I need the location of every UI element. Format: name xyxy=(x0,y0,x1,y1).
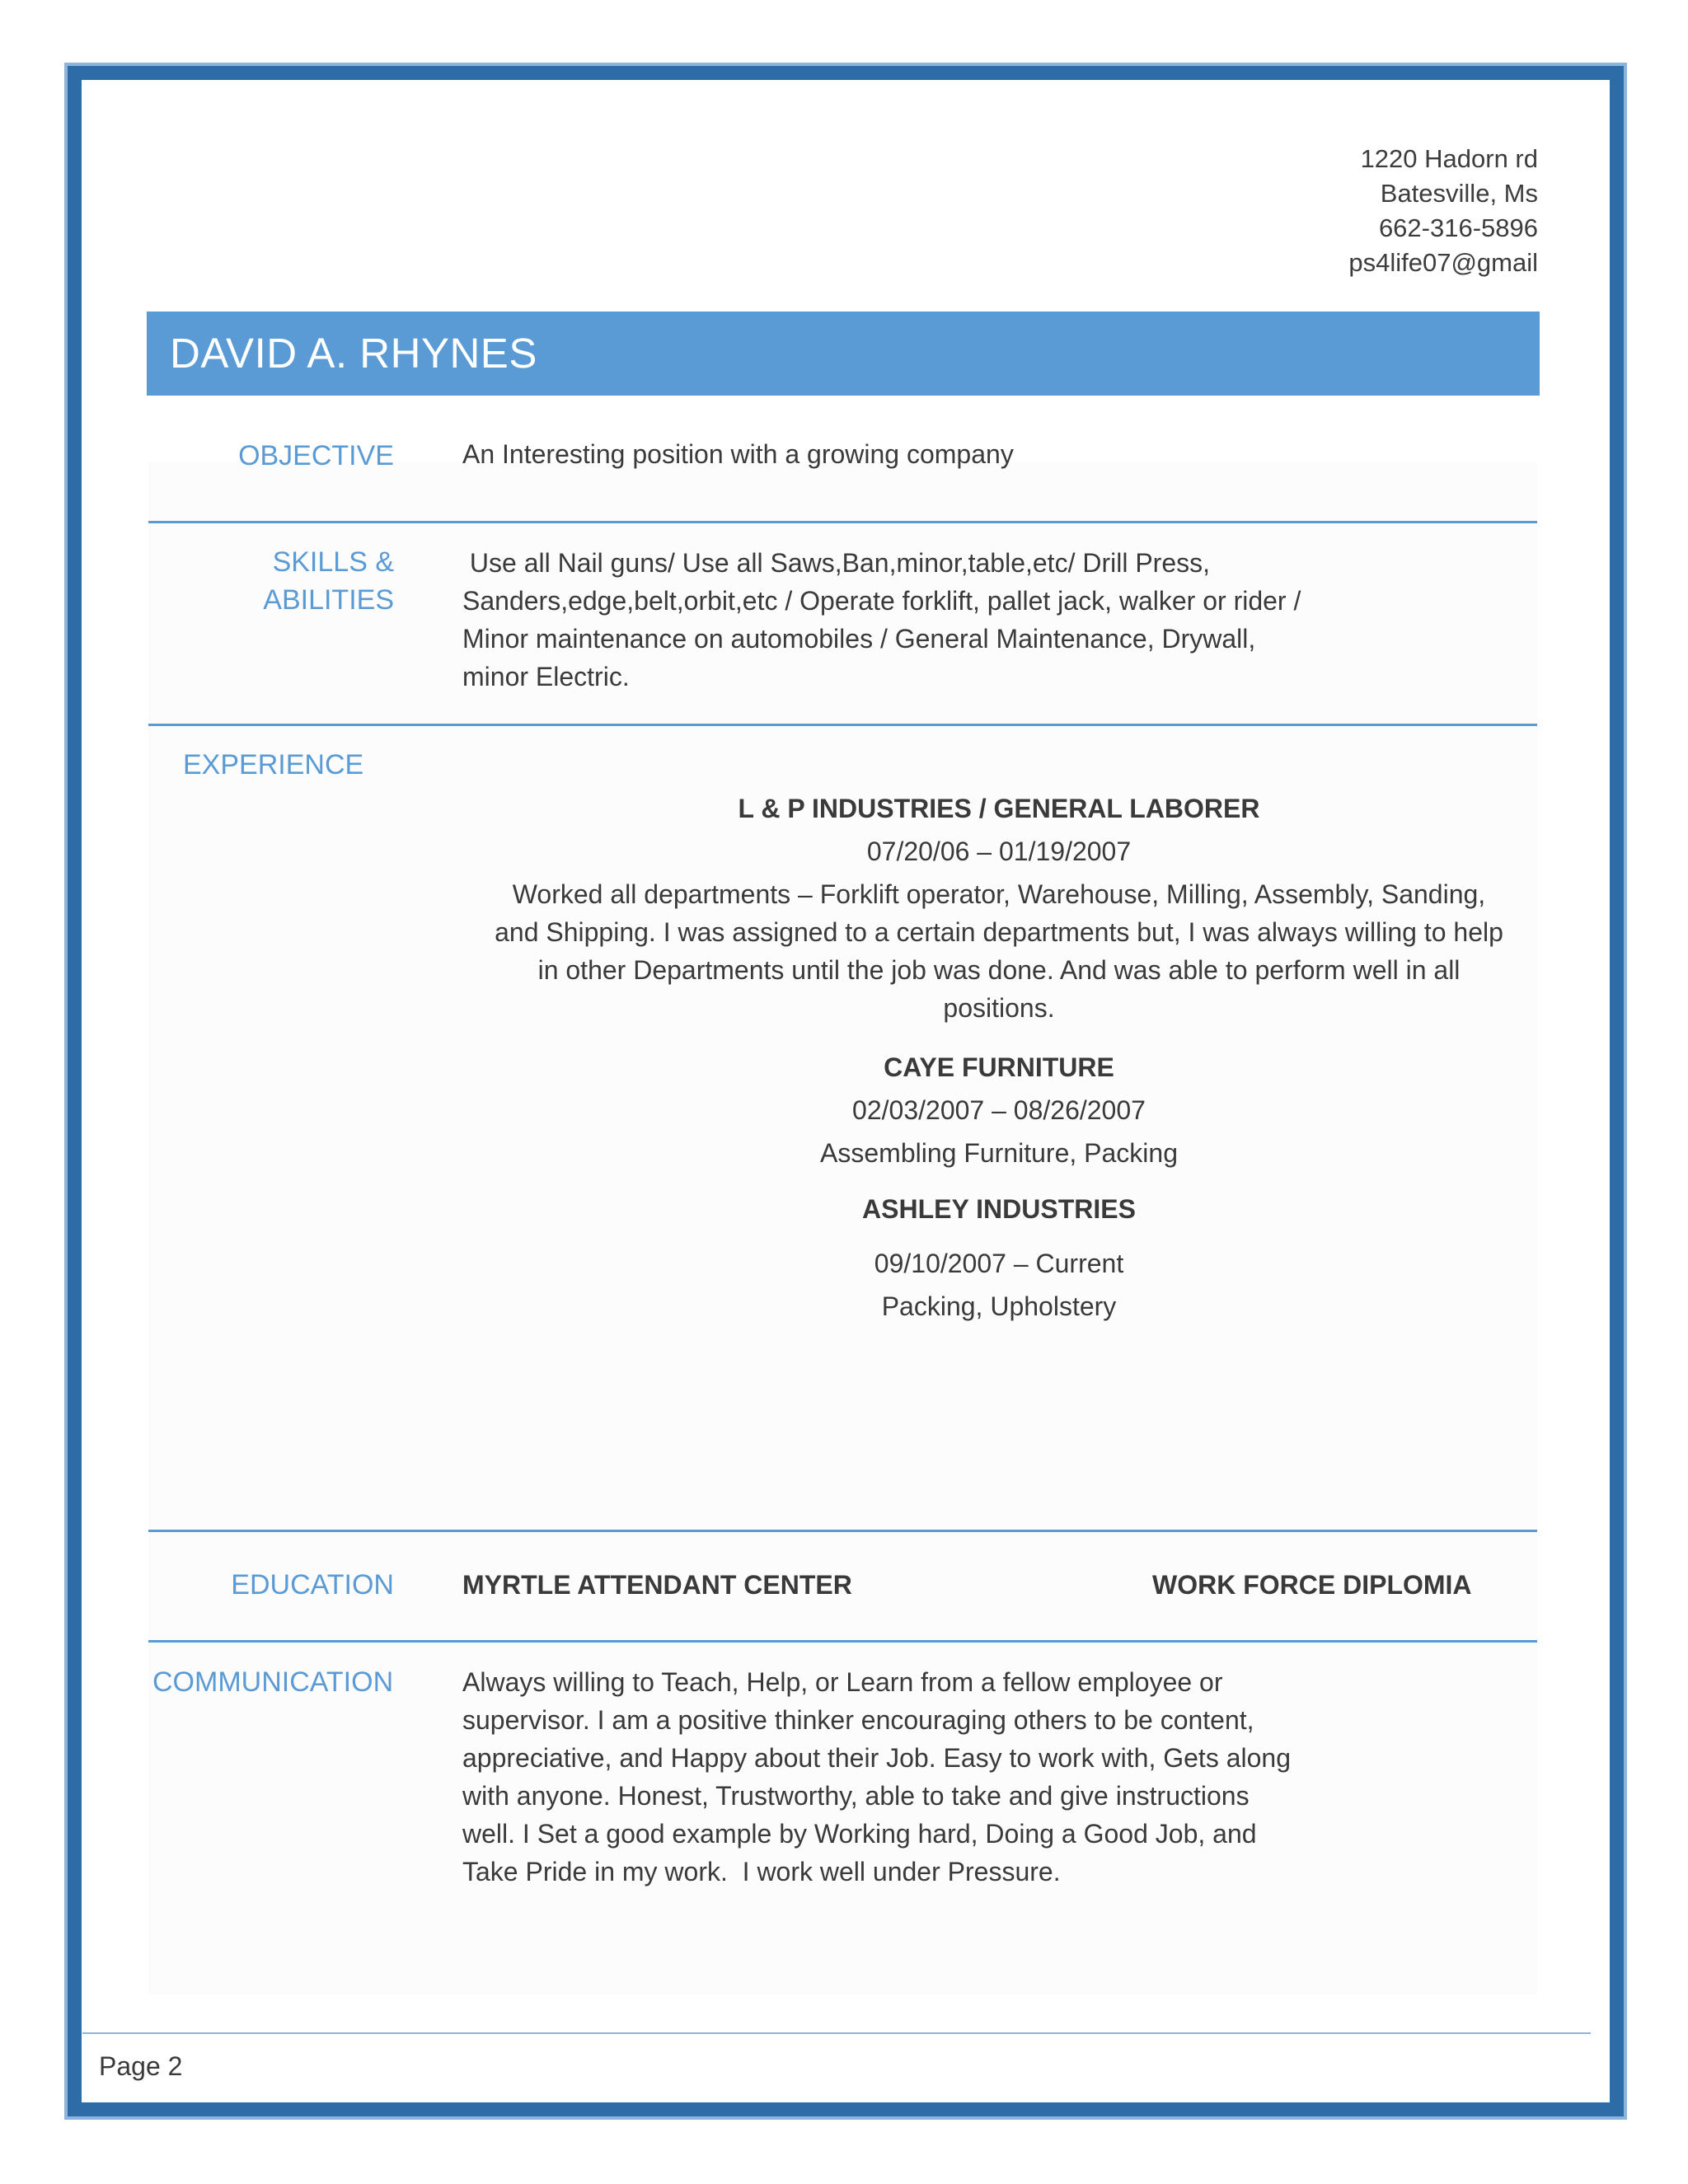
contact-street: 1220 Hadorn rd xyxy=(1360,144,1538,173)
communication-line: appreciative, and Happy about their Job. Easy to work with, Gets along xyxy=(462,1743,1291,1773)
page-number: Page 2 xyxy=(99,2051,183,2081)
job-dates: 07/20/06 – 01/19/2007 xyxy=(866,837,1132,866)
skills-line: minor Electric. xyxy=(462,662,630,691)
applicant-name: DAVID A. RHYNES xyxy=(170,330,537,377)
communication-line: well. I Set a good example by Working hard, Doing a Good Job, and xyxy=(462,1819,1257,1849)
job-dates: 02/03/2007 – 08/26/2007 xyxy=(852,1095,1146,1125)
section-divider xyxy=(148,521,1537,523)
job-company: ASHLEY INDUSTRIES xyxy=(862,1194,1136,1224)
job-entry xyxy=(462,790,1536,1027)
communication-line: with anyone. Honest, Trustworthy, able to take and give instructions xyxy=(462,1781,1250,1811)
education-credential: WORK FORCE DIPLOMIA xyxy=(1152,1570,1472,1600)
job-description-line: Packing, Upholstery xyxy=(881,1291,1117,1321)
job-company: L & P INDUSTRIES / GENERAL LABORER xyxy=(738,794,1260,823)
contact-block xyxy=(1348,142,1538,280)
job-description-line: in other Departments until the job was done. And was able to perform well in all xyxy=(537,955,1461,985)
section-divider xyxy=(148,1640,1537,1643)
job-description-line: Worked all departments – Forklift operator, Warehouse, Milling, Assembly, Sanding, xyxy=(512,879,1486,909)
objective-text: An Interesting position with a growing company xyxy=(462,439,1014,469)
job-entry xyxy=(462,1048,1536,1172)
section-divider xyxy=(148,1530,1537,1532)
name-banner xyxy=(147,312,1540,396)
skills-line: Use all Nail guns/ Use all Saws,Ban,minor,table,etc/ Drill Press, xyxy=(462,548,1211,578)
job-description-line: positions. xyxy=(943,993,1055,1023)
contact-email: ps4life07@gmail xyxy=(1348,248,1538,277)
skills-heading-line2: ABILITIES xyxy=(263,584,394,616)
footer-divider xyxy=(82,2032,1591,2034)
communication-heading: COMMUNICATION xyxy=(152,1666,394,1698)
job-description-line: and Shipping. I was assigned to a certain departments but, I was always willing to help xyxy=(495,917,1503,947)
skills-line: Minor maintenance on automobiles / General Maintenance, Drywall, xyxy=(462,624,1256,654)
communication-line: Take Pride in my work. I work well under Pressure. xyxy=(462,1857,1061,1886)
contact-phone: 662-316-5896 xyxy=(1378,213,1538,242)
job-dates: 09/10/2007 – Current xyxy=(874,1249,1124,1278)
job-description-line: Assembling Furniture, Packing xyxy=(820,1138,1178,1168)
communication-line: Always willing to Teach, Help, or Learn from a fellow employee or xyxy=(462,1667,1223,1697)
contact-city: Batesville, Ms xyxy=(1380,179,1538,208)
communication-line: supervisor. I am a positive thinker encouraging others to be content, xyxy=(462,1705,1254,1735)
job-company: CAYE FURNITURE xyxy=(884,1052,1114,1082)
section-divider xyxy=(148,724,1537,726)
skills-heading-line1: SKILLS & xyxy=(272,546,394,578)
job-entry xyxy=(462,1190,1536,1325)
education-school: MYRTLE ATTENDANT CENTER xyxy=(462,1570,852,1600)
communication-text xyxy=(462,1663,1291,1891)
skills-heading xyxy=(148,543,394,619)
skills-text xyxy=(462,544,1301,696)
experience-heading: EXPERIENCE xyxy=(183,749,364,780)
skills-line: Sanders,edge,belt,orbit,etc / Operate forklift, pallet jack, walker or rider / xyxy=(462,586,1301,616)
objective-heading: OBJECTIVE xyxy=(238,440,394,471)
education-heading: EDUCATION xyxy=(231,1569,394,1601)
